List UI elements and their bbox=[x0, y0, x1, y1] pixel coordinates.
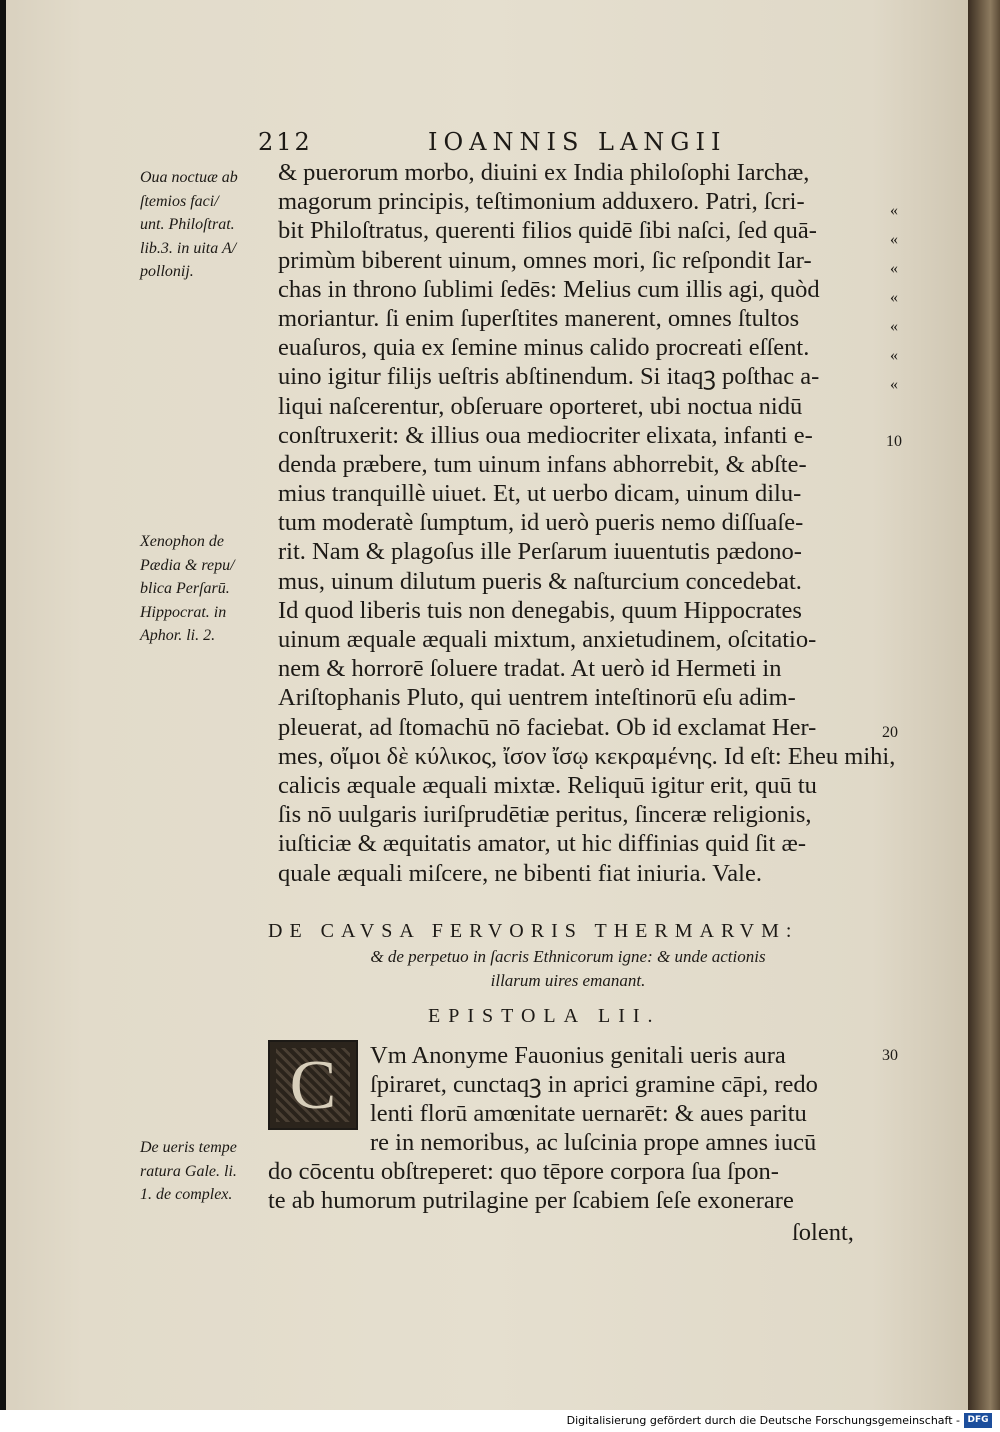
margin-note-galen: De ueris tempe ratura Gale. li. 1. de complex. bbox=[140, 1139, 237, 1203]
text-line: calicis æquale æquali mixtæ. Reliquū igitur erit, quū tu bbox=[278, 771, 817, 799]
text-line: euaſuros, quia ex ſemine minus calido procreati eſſent. bbox=[278, 334, 810, 362]
text-line: pleuerat, ad ſtomachū nō faciebat. Ob id exclamat Her- bbox=[278, 713, 817, 741]
text-line: bit Philoſtratus, querenti filios quidē ſibi naſci, ſed quā- bbox=[278, 217, 817, 245]
text-line: quale æquali miſcere, ne bibenti fiat iniuria. Vale. bbox=[278, 859, 762, 887]
text-line: denda præbere, tum uinum infans abhorrebit, & abſte- bbox=[278, 450, 807, 478]
epistle-line: te ab humorum putrilagine per ſcabiem ſeſe exonerare bbox=[268, 1187, 794, 1214]
text-line: magorum principis, teſtimonium adduxero. Patri, ſcri- bbox=[278, 188, 805, 216]
decorated-initial bbox=[268, 1040, 358, 1130]
quote-mark: « bbox=[890, 289, 898, 306]
quote-mark: « bbox=[890, 376, 898, 393]
quote-mark: « bbox=[890, 260, 898, 277]
quote-mark: « bbox=[890, 347, 898, 364]
letter-body bbox=[278, 158, 918, 888]
text-line: rit. Nam & plagoſus ille Perſarum iuuentutis pædono- bbox=[278, 538, 802, 566]
line-number-10: 10 bbox=[886, 433, 902, 450]
text-line: primùm biberent uinum, omnes mori, ſic reſpondit Iar- bbox=[278, 246, 812, 274]
text-line: mes, οἴμοι δὲ κύλικος, ἴσον ἴσῳ κεκραμένης. Id eſt: Eheu mihi, bbox=[278, 742, 896, 770]
text-line: moriantur. ſi enim ſuperſtites manerent, omnes ſtultos bbox=[278, 304, 800, 332]
epistle-line: do cōcentu obſtreperet: quo tēpore corpora ſua ſpon- bbox=[268, 1158, 779, 1185]
text-line: conſtruxerit: & illius oua mediocriter elixata, infanti e- bbox=[278, 421, 813, 449]
margin-note-xenophon: Xenophon de Pædia & repu/ blica Perſarū. Hippocrat. in Aphor. li. 2. bbox=[140, 533, 235, 644]
text-line: mus, uinum dilutum pueris & naſturcium concedebat. bbox=[278, 567, 802, 595]
epistle-line: lenti florū amœnitate uernarēt: & aues paritu bbox=[370, 1100, 807, 1127]
page-number: 212 bbox=[258, 128, 313, 156]
catchword: ſolent, bbox=[792, 1219, 854, 1246]
margin-note-noctua: Oua noctuæ ab ſtemios faci/ unt. Philoſtrat. lib.3. in uita A/ pollonij. bbox=[140, 169, 238, 280]
epistle-line: ſpiraret, cunctaqꝫ in aprici gramine cāpi, redo bbox=[370, 1071, 818, 1098]
text-line: nem & horrorē ſoluere tradat. At uerò id Hermeti in bbox=[278, 655, 782, 683]
epistle-line: Vm Anonyme Fauonius genitali ueris aura bbox=[370, 1042, 786, 1069]
line-number-30: 30 bbox=[882, 1047, 898, 1064]
epistle-line: re in nemoribus, ac luſcinia prope amnes iucū bbox=[370, 1129, 817, 1156]
line-number-20: 20 bbox=[882, 724, 898, 741]
text-line: chas in throno ſublimi ſedēs: Melius cum illis agi, quòd bbox=[278, 275, 820, 303]
running-header bbox=[258, 128, 818, 158]
epistle-number: EPISTOLA LII. bbox=[428, 1005, 661, 1027]
text-line: Id quod liberis tuis non denegabis, quum Hippocrates bbox=[278, 596, 802, 624]
text-line: Ariſtophanis Pluto, qui uentrem inteſtinorū eſu adim- bbox=[278, 684, 796, 712]
text-line: liqui naſcerentur, obſeruare oporteret, ubi noctua nidū bbox=[278, 392, 803, 420]
section-title: DE CAVSA FERVORIS THERMARVM: bbox=[268, 920, 799, 942]
text-line: tum moderatè ſumptum, id uerò pueris nemo diſſuaſe- bbox=[278, 509, 804, 537]
dfg-logo[interactable]: DFG bbox=[964, 1413, 992, 1428]
text-line: ſis nō uulgaris iuriſprudētiæ peritus, ſinceræ religionis, bbox=[278, 801, 812, 829]
text-line: iuſticiæ & æquitatis amator, ut hic diffinias quid ſit æ- bbox=[278, 830, 806, 858]
text-line: & puerorum morbo, diuini ex India philoſophi Iarchæ, bbox=[278, 159, 810, 186]
quote-mark: « bbox=[890, 231, 898, 248]
initial-letter: C bbox=[289, 1047, 337, 1124]
section-subtitle: & de perpetuo in ſacris Ethnicorum igne: & unde actionis illarum uires emanant. bbox=[370, 947, 766, 990]
text-line: uino igitur filijs ueſtris abſtinendum. Si itaqꝫ poſthac a- bbox=[278, 363, 820, 391]
running-title: IOANNIS LANGII bbox=[428, 128, 727, 156]
text-line: mius tranquillè uiuet. Et, ut uerbo dicam, uinum dilu- bbox=[278, 480, 802, 508]
text-line: uinum æquale æquali mixtum, anxietudinem, oſcitatio- bbox=[278, 626, 817, 653]
quote-mark: « bbox=[890, 318, 898, 335]
quote-mark: « bbox=[890, 202, 898, 219]
footer-credit: Digitalisierung gefördert durch die Deutsche Forschungsgemeinschaft - bbox=[566, 1414, 960, 1427]
page-edge bbox=[968, 0, 1000, 1410]
